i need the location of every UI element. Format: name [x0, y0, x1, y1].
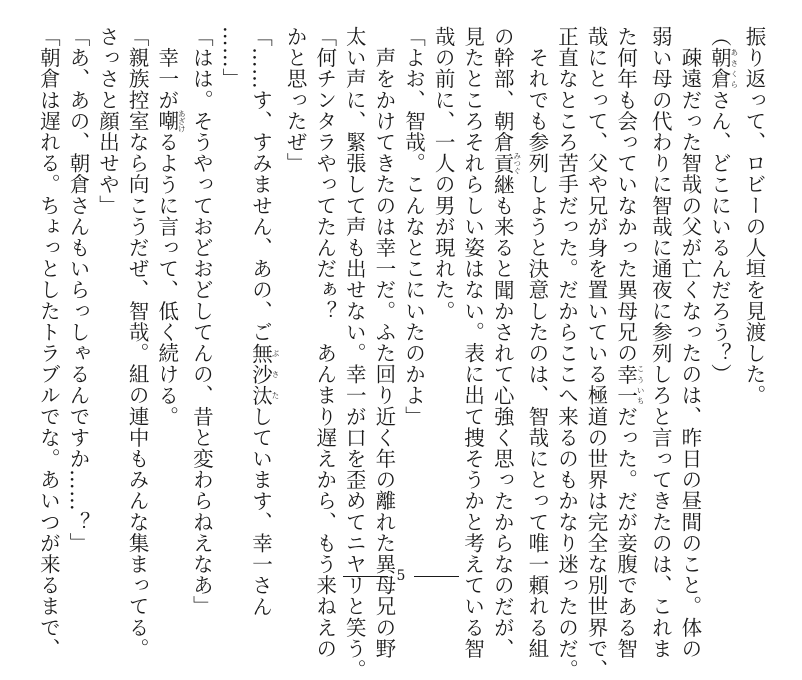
text-segment: （ [707, 26, 732, 48]
text-segment: 弱い母の代わりに智哉に通夜に参列しろと言ってきたのは、これま [648, 26, 673, 659]
text-segment: の幹部、朝倉 [490, 26, 515, 153]
text-segment: 哉にとって、父や兄が身を置いている極道の世界は完全な別世界で、 [584, 26, 609, 680]
text-line [280, 26, 310, 554]
text-segment: 哉の前に、一人の男が現れた。 [431, 26, 456, 322]
text-segment: ……」 [218, 26, 243, 90]
ruby-annotated-word: 朝倉あさくら [707, 47, 739, 90]
ruby-annotated-word: 貢みつぐ [490, 151, 522, 175]
footer-rule-left [343, 576, 388, 577]
text-segment: かと思ったぜ」 [283, 26, 308, 174]
text-segment: 「何チンタラやってたんだぁ？ あんまり遅えから、もう来ねえの [312, 26, 337, 659]
text-segment: るように言って、低く続ける。 [154, 131, 179, 427]
ruby-annotated-word: 嘲あざけ [154, 109, 187, 133]
text-line [186, 26, 216, 617]
text-segment: 声をかけてきたのは幸一だ。ふた回り近く年の離れた異母兄の野 [371, 26, 396, 659]
text-segment: 幸一が [154, 26, 179, 111]
text-line [62, 26, 92, 554]
text-line [580, 26, 610, 680]
text-line [645, 26, 675, 659]
text-segment: 「よお、智哉。こんなとこにいたのかよ」 [401, 26, 426, 427]
text-line [368, 26, 398, 659]
text-line [521, 26, 551, 659]
ruby-reading: ぶさた [271, 342, 280, 406]
text-line [551, 26, 581, 680]
ruby-reading: こういち [636, 363, 646, 406]
text-segment: 「朝倉は遅れる。ちょっとしたトラブルでな。あいつが来るまで、 [36, 26, 61, 659]
text-segment: 振り返って、ロビーの人垣を見渡した。 [742, 26, 766, 406]
ruby-reading: みつぐ [512, 151, 522, 175]
footer-rule-right [414, 576, 459, 577]
body-text-column [33, 26, 768, 680]
text-line [339, 26, 369, 680]
text-segment: さっさと顔出せや」 [95, 26, 120, 216]
text-segment: それでも参列しようと決意したのは、智哉にとって唯一頼れる組 [524, 26, 549, 659]
text-line [674, 26, 704, 659]
text-line [33, 26, 63, 659]
page-number: 5 [396, 568, 406, 584]
text-segment: た何年も会っていなかった異母兄の [613, 26, 638, 364]
text-line [398, 26, 428, 554]
text-line [704, 26, 739, 554]
text-segment: 見たところそれらしい姿はない。表に出て捜そうかと考えている智 [460, 26, 485, 659]
ruby-reading: あさくら [729, 47, 739, 90]
text-segment: 「はは。そうやっておどおどしてんの、昔と変わらねえなあ」 [189, 26, 214, 617]
text-line [427, 26, 457, 554]
text-line [487, 26, 522, 660]
text-segment: 太い声に、緊張して声も出せない。幸一が口を歪めてニヤリと笑う。 [342, 26, 367, 680]
text-line [122, 26, 152, 659]
text-line [610, 26, 646, 660]
ruby-reading: あざけ [177, 109, 187, 133]
text-line [738, 26, 768, 554]
text-line [245, 26, 280, 617]
text-segment: 継も来ると聞かされて心強く思ったからなのだが、 [490, 173, 515, 660]
text-segment: 「……す、すみません、あの、ご [248, 26, 273, 343]
text-line [92, 26, 122, 554]
text-segment: 「親族控室なら向こうだぜ、智哉。組の連中もみんな集まってる。 [125, 26, 150, 659]
text-segment: 疎遠だった智哉の父が亡くなったのは、昨日の昼間のこと。体の [677, 26, 702, 659]
text-segment: 正直なところ苦手だった。だからここへ来るのもかなり迷ったのだ。 [554, 26, 579, 680]
text-segment: 「あ、あの、朝倉さんもいらっしゃるんですか……？」 [65, 26, 90, 554]
text-segment: しています、幸一さん [248, 405, 273, 617]
text-line [215, 26, 245, 554]
text-line [457, 26, 487, 659]
text-segment: だった。だが妾腹である智 [613, 405, 638, 660]
text-line [151, 26, 186, 554]
text-line [309, 26, 339, 659]
page-footer [0, 566, 802, 586]
text-segment: さん、どこにいるんだろう？） [707, 89, 732, 385]
ruby-annotated-word: 無沙汰ぶさた [248, 342, 280, 406]
ruby-annotated-word: 幸一こういち [613, 363, 646, 406]
